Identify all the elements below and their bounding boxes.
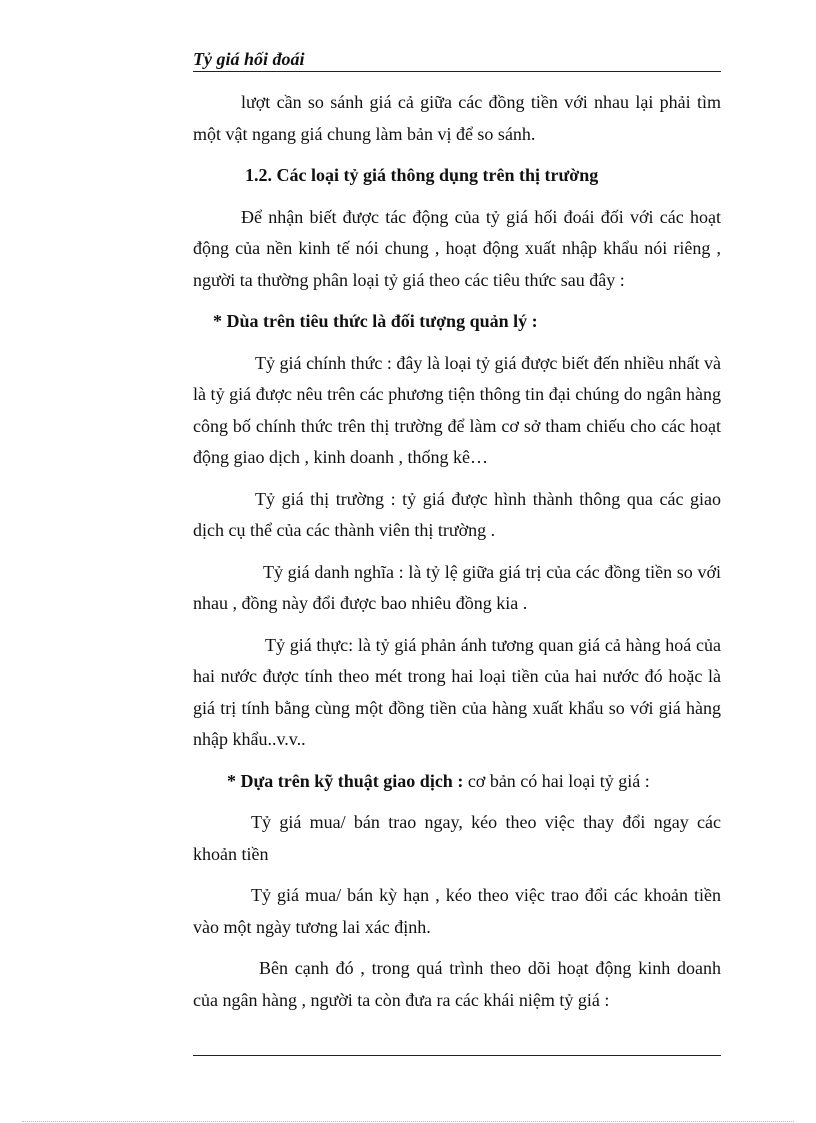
paragraph-official-rate: Tỷ giá chính thức : đây là loại tỷ giá được biết đến nhiều nhất và là tỷ giá được nêu trên các phương tiện thông tin đại chúng do ngân hàng công bố chính thức trên thị trường để làm cơ sở tham chiếu cho các hoạt động giao dịch , kinh doanh , thống kê… <box>193 352 721 467</box>
paragraph-market-rate: Tỷ giá thị trường : tỷ giá được hình thành thông qua các giao dịch cụ thể của các thành viên thị trường . <box>193 488 721 540</box>
subheading-management: * Dùa trên tiêu thức là đối tượng quản lý : <box>213 311 538 331</box>
paragraph-spot-rate: Tỷ giá mua/ bán trao ngay, kéo theo việc thay đổi ngay các khoản tiền <box>193 812 721 864</box>
paragraph-transaction-technique <box>193 766 721 798</box>
footer-rule <box>193 1055 721 1056</box>
paragraph-continuation: lượt cần so sánh giá cả giữa các đồng tiền với nhau lại phải tìm một vật ngang giá chung làm bản vị để so sánh. <box>193 92 721 144</box>
header-rule <box>193 71 721 72</box>
paragraph-intro: Để nhận biết được tác động của tỷ giá hối đoái đối với các hoạt động của nền kinh tế nói chung , hoạt động xuất nhập khẩu nói riêng , người ta thường phân loại tỷ giá theo các tiêu thức sau đây : <box>193 206 721 290</box>
subheading-transaction: * Dựa trên kỹ thuật giao dịch : <box>227 770 464 791</box>
subheading-transaction-text: cơ bản có hai loại tỷ giá : <box>463 770 650 791</box>
section-heading: 1.2. Các loại tỷ giá thông dụng trên thị trường <box>245 165 599 185</box>
page-bottom-edge <box>22 1121 794 1122</box>
paragraph-forward-rate: Tỷ giá mua/ bán kỳ hạn , kéo theo việc trao đổi các khoản tiền vào một ngày tương lai xác định. <box>193 885 721 937</box>
paragraph-real-rate: Tỷ giá thực: là tỷ giá phản ánh tương quan giá cả hàng hoá của hai nước được tính theo mét trong hai loại tiền của hai nước đó hoặc là giá trị tính bằng cùng một đồng tiền của hàng xuất khẩu so với giá hàng nhập khẩu..v.v.. <box>193 634 721 749</box>
paragraph-bank-concepts: Bên cạnh đó , trong quá trình theo dõi hoạt động kinh doanh của ngân hàng , người ta còn đưa ra các khái niệm tỷ giá : <box>193 958 721 1010</box>
running-header-title: Tỷ giá hối đoái <box>193 49 305 69</box>
paragraph-nominal-rate: Tỷ giá danh nghĩa : là tỷ lệ giữa giá trị của các đồng tiền so với nhau , đồng này đổi được bao nhiêu đồng kia . <box>193 561 721 613</box>
body-text <box>193 87 721 1026</box>
